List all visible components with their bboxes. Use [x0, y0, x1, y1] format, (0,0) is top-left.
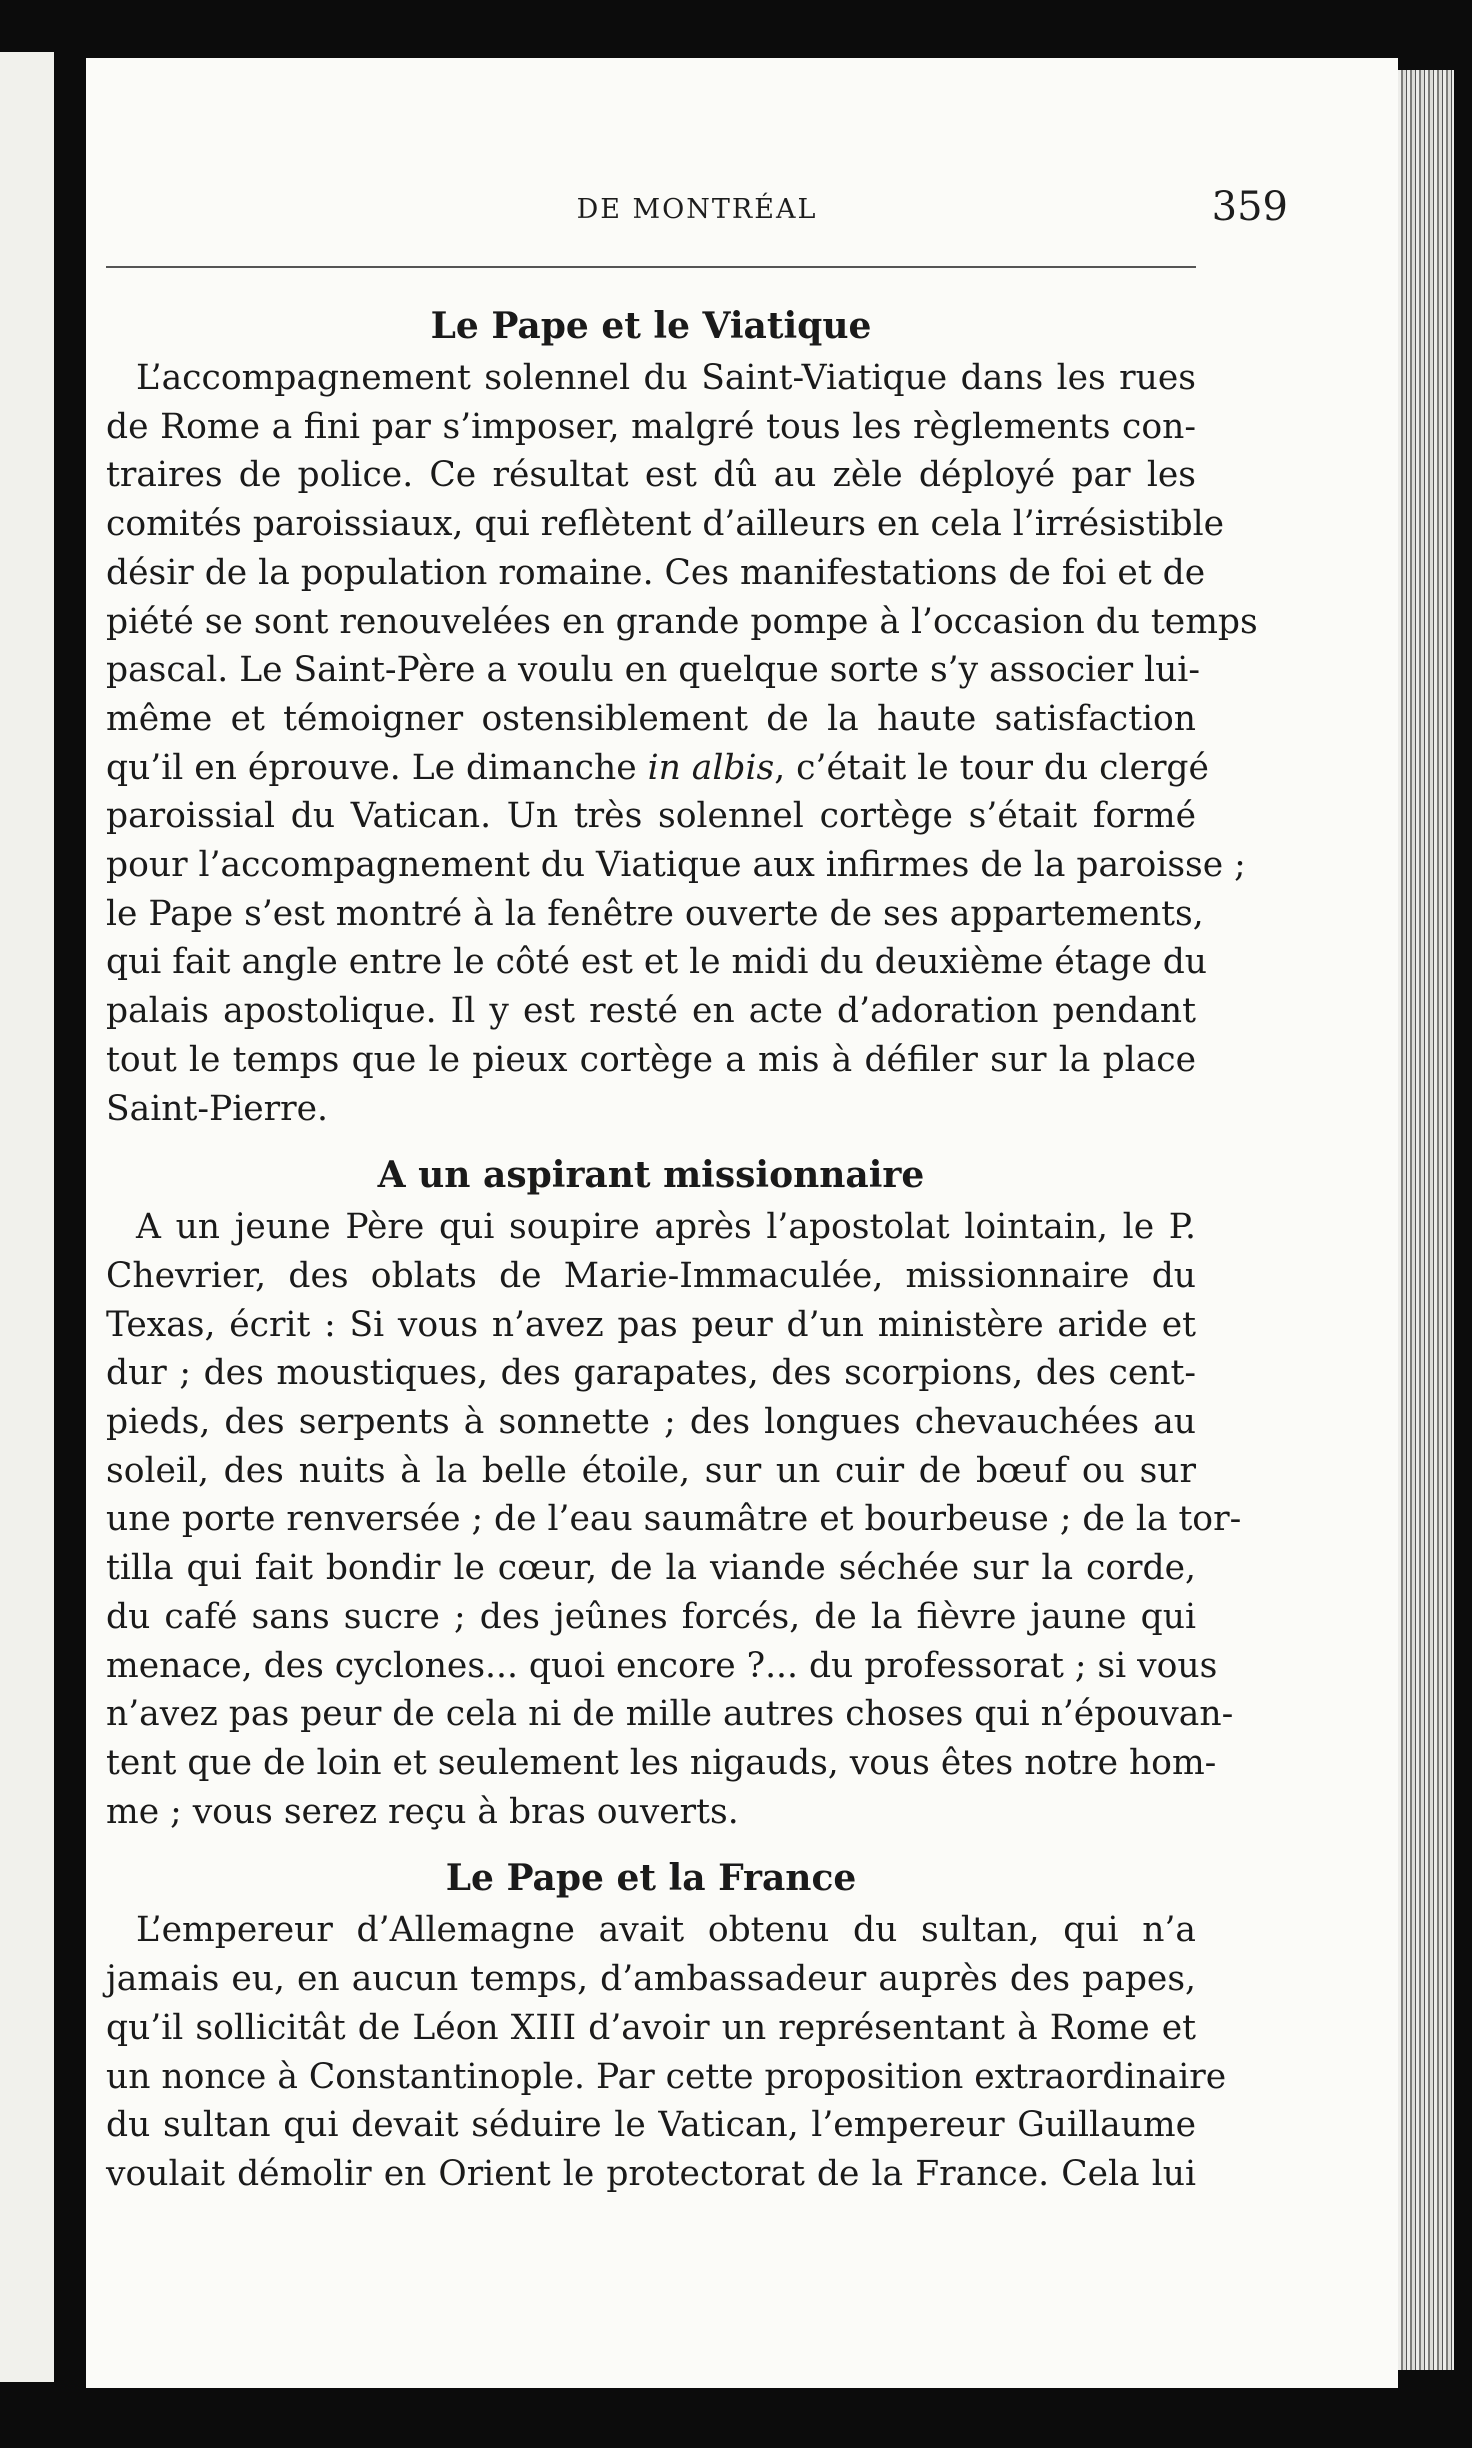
text-line: tilla qui fait bondir le cœur, de la viande séchée sur la corde,	[106, 1548, 1196, 1589]
text-line: piété se sont renouvelées en grande pompe à l’occasion du temps	[106, 601, 1258, 642]
text-line: de Rome a fini par s’imposer, malgré tous les règlements con-	[106, 406, 1196, 447]
text-line: voulait démolir en Orient le protectorat de la France. Cela lui	[106, 2153, 1196, 2194]
page-stack-edge	[1398, 70, 1454, 2370]
facing-page-edge	[0, 52, 54, 2382]
text-line: qui fait angle entre le côté est et le midi du deuxième étage du	[106, 942, 1208, 983]
text-line: du sultan qui devait séduire le Vatican, l’empereur Guillaume	[106, 2105, 1196, 2146]
running-head: DE MONTRÉAL	[576, 194, 818, 225]
text-line: L’empereur d’Allemagne avait obtenu du sultan, qui n’a	[136, 1910, 1196, 1951]
text-line: tent que de loin et seulement les nigauds, vous êtes notre hom-	[106, 1742, 1217, 1783]
text-line: A un jeune Père qui soupire après l’apostolat lointain, le P.	[136, 1207, 1196, 1248]
text-line: Saint-Pierre.	[106, 1088, 329, 1129]
paragraph-viatique	[106, 354, 1258, 1133]
text-line: même et témoigner ostensiblement de la haute satisfaction	[106, 698, 1196, 739]
text-line: pascal. Le Saint-Père a voulu en quelque sorte s’y associer lui-	[106, 650, 1200, 691]
text-line: menace, des cyclones... quoi encore ?... du professorat ; si vous	[106, 1645, 1218, 1686]
paragraph-france	[106, 1906, 1227, 2198]
text-line: pieds, des serpents à sonnette ; des longues chevauchées au	[106, 1402, 1196, 1443]
paragraph-missionnaire	[106, 1203, 1242, 1836]
section-title-france: Le Pape et la France	[445, 1857, 857, 1900]
text-line: Chevrier, des oblats de Marie-Immaculée, missionnaire du	[106, 1255, 1196, 1296]
text-line: pour l’accompagnement du Viatique aux infirmes de la paroisse ;	[106, 845, 1246, 886]
text-line: qu’il sollicitât de Léon XIII d’avoir un représentant à Rome et	[106, 2007, 1196, 2048]
header-rule	[106, 266, 1196, 268]
text-line: désir de la population romaine. Ces manifestations de foi et de	[106, 552, 1206, 593]
text-line: traires de police. Ce résultat est dû au zèle déployé par les	[106, 455, 1196, 496]
page-header	[106, 184, 1288, 264]
page-number: 359	[1211, 184, 1288, 230]
text-line: le Pape s’est montré à la fenêtre ouverte de ses appartements,	[106, 893, 1204, 934]
book-page	[86, 58, 1398, 2388]
text-line: qu’il en éprouve. Le dimanche in albis, c’était le tour du clergé	[106, 747, 1209, 788]
text-line: paroissial du Vatican. Un très solennel cortège s’était formé	[106, 796, 1196, 837]
text-line: une porte renversée ; de l’eau saumâtre et bourbeuse ; de la tor-	[106, 1499, 1242, 1540]
text-line: du café sans sucre ; des jeûnes forcés, de la fièvre jaune qui	[106, 1596, 1196, 1637]
text-line: n’avez pas peur de cela ni de mille autres choses qui n’épouvan-	[106, 1694, 1234, 1735]
section-title-missionnaire: A un aspirant missionnaire	[377, 1154, 925, 1197]
text-line: dur ; des moustiques, des garapates, des scorpions, des cent-	[106, 1353, 1196, 1394]
text-line: comités paroissiaux, qui reflètent d’ailleurs en cela l’irrésistible	[106, 504, 1225, 545]
text-line: jamais eu, en aucun temps, d’ambassadeur auprès des papes,	[106, 1959, 1196, 2000]
section-title-viatique: Le Pape et le Viatique	[430, 305, 872, 347]
text-line: palais apostolique. Il y est resté en acte d’adoration pendant	[106, 991, 1196, 1032]
italic-phrase: in albis	[647, 747, 775, 788]
text-line: me ; vous serez reçu à bras ouverts.	[106, 1791, 739, 1832]
text-line: L’accompagnement solennel du Saint-Viatique dans les rues	[136, 358, 1196, 398]
text-line: soleil, des nuits à la belle étoile, sur un cuir de bœuf ou sur	[106, 1450, 1196, 1491]
body-text	[106, 298, 1258, 2199]
text-line: un nonce à Constantinople. Par cette proposition extraordinaire	[106, 2056, 1227, 2097]
text-line: tout le temps que le pieux cortège a mis à défiler sur la place	[106, 1039, 1196, 1080]
text-line: Texas, écrit : Si vous n’avez pas peur d’un ministère aride et	[106, 1304, 1196, 1345]
